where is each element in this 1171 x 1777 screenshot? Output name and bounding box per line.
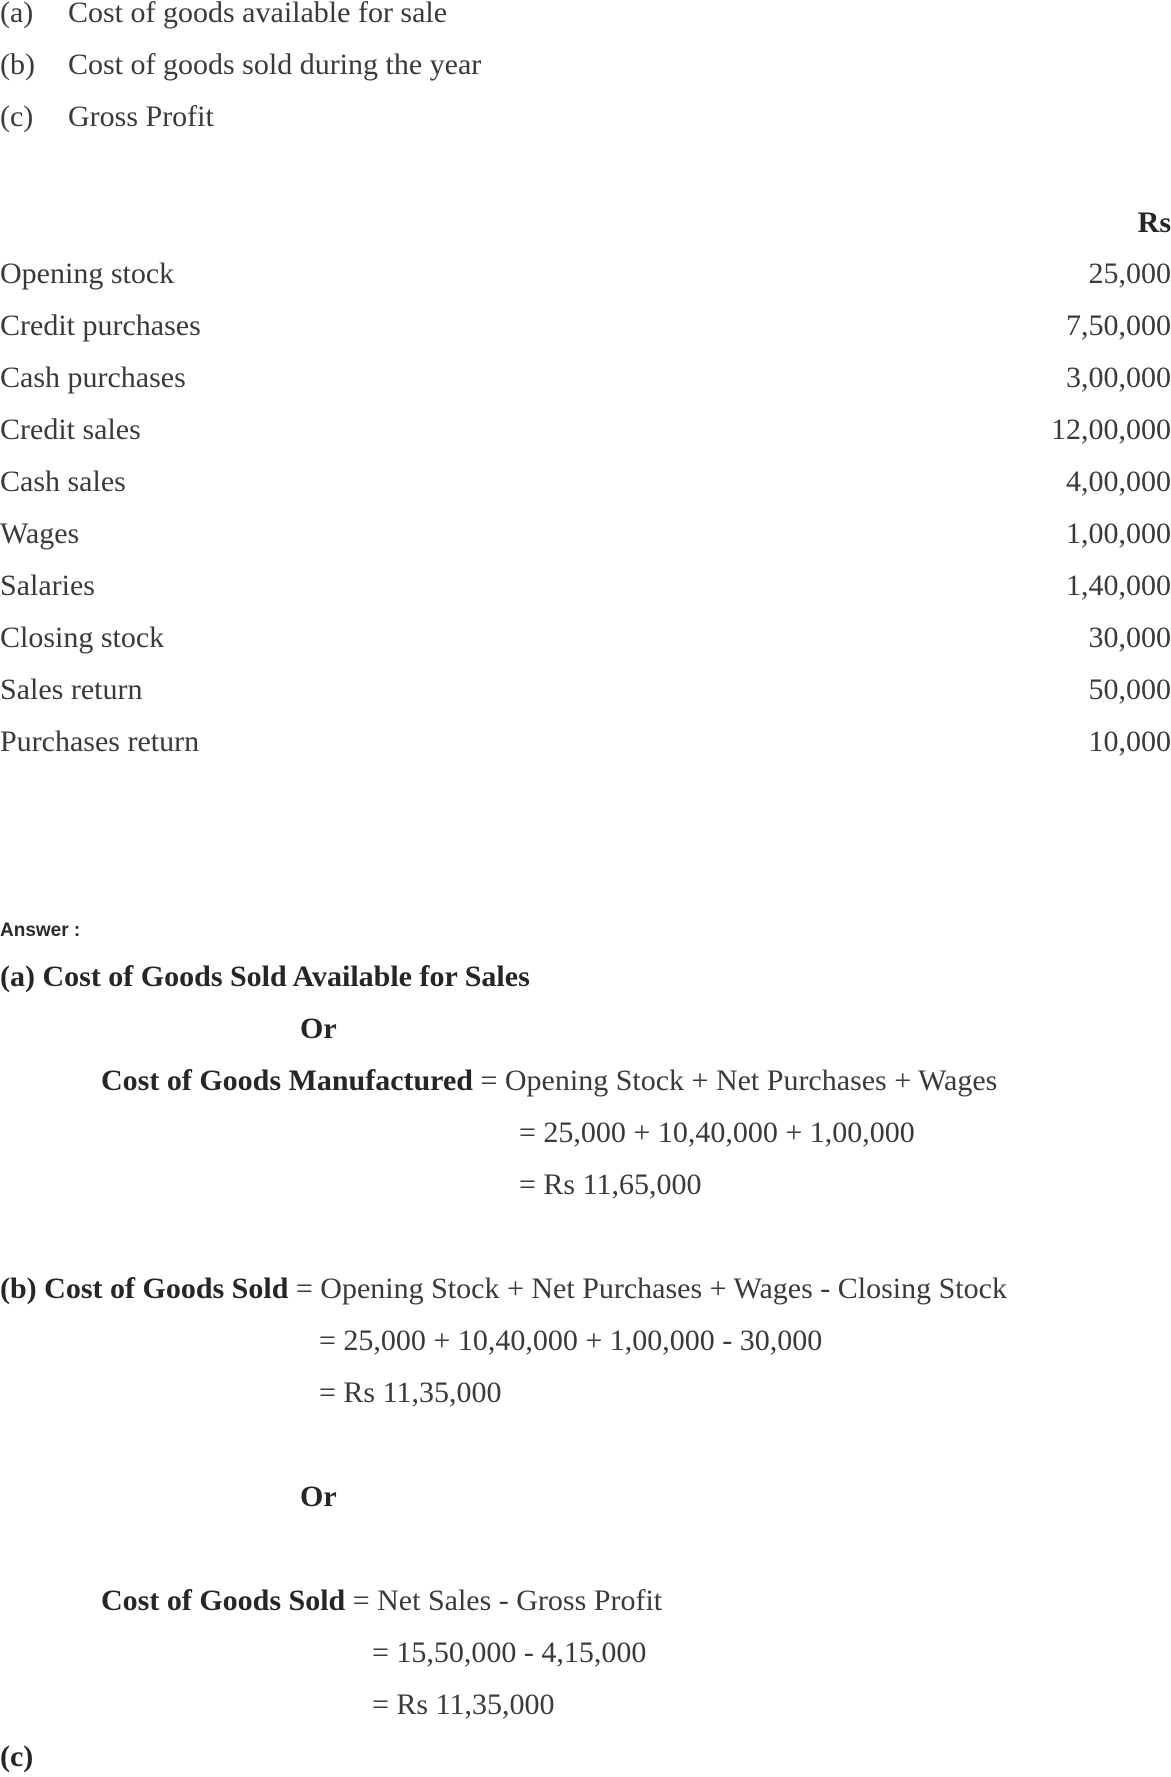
part-a-formula: = Opening Stock + Net Purchases + Wages bbox=[480, 1064, 998, 1097]
currency-header: Rs bbox=[1137, 206, 1171, 239]
ledger-row-label: Sales return bbox=[0, 673, 143, 706]
ledger-row-value: 30,000 bbox=[1088, 621, 1171, 654]
part-b-alt-term: Cost of Goods Sold bbox=[101, 1584, 346, 1617]
part-a-formula-line bbox=[101, 1066, 997, 1096]
part-b-alt-step1: = 15,50,000 - 4,15,000 bbox=[372, 1636, 647, 1669]
question-a-label: (a) bbox=[0, 0, 34, 29]
ledger-row-value: 10,000 bbox=[1088, 725, 1171, 758]
ledger-row-label: Closing stock bbox=[0, 621, 165, 654]
ledger-row-value: 25,000 bbox=[1088, 257, 1171, 290]
part-b-alt-result: = Rs 11,35,000 bbox=[372, 1688, 555, 1721]
part-b-formula-line bbox=[0, 1274, 1007, 1304]
question-c-text: Gross Profit bbox=[68, 100, 214, 133]
question-b bbox=[0, 50, 481, 80]
part-a-or: Or bbox=[300, 1012, 337, 1045]
ledger-row-label: Cash sales bbox=[0, 465, 126, 498]
answer-label: Answer : bbox=[0, 920, 81, 941]
ledger-row-value: 1,00,000 bbox=[1066, 517, 1171, 550]
ledger-row-value: 3,00,000 bbox=[1066, 361, 1171, 394]
part-a-step1: = 25,000 + 10,40,000 + 1,00,000 bbox=[519, 1116, 915, 1149]
ledger-row-label: Credit sales bbox=[0, 413, 141, 446]
question-c-label: (c) bbox=[0, 100, 34, 133]
part-b-alt-formula: = Net Sales - Gross Profit bbox=[345, 1584, 663, 1617]
question-b-label: (b) bbox=[0, 48, 35, 81]
part-a-result: = Rs 11,65,000 bbox=[519, 1168, 702, 1201]
ledger-row-value: 7,50,000 bbox=[1066, 309, 1171, 342]
part-a-heading: (a) Cost of Goods Sold Available for Sales bbox=[0, 960, 530, 993]
ledger-row-label: Purchases return bbox=[0, 725, 200, 758]
part-c-label: (c) bbox=[0, 1740, 34, 1773]
question-a bbox=[0, 0, 447, 28]
ledger-row-label: Credit purchases bbox=[0, 309, 201, 342]
part-b-or: Or bbox=[300, 1480, 337, 1513]
ledger-row-label: Opening stock bbox=[0, 257, 175, 290]
ledger-row-value: 4,00,000 bbox=[1066, 465, 1171, 498]
part-b-result: = Rs 11,35,000 bbox=[319, 1376, 502, 1409]
question-c bbox=[0, 102, 214, 132]
ledger-row-value: 1,40,000 bbox=[1066, 569, 1171, 602]
part-b-alt-formula-line bbox=[101, 1586, 662, 1616]
question-a-text: Cost of goods available for sale bbox=[68, 0, 448, 29]
part-a-term: Cost of Goods Manufactured bbox=[101, 1064, 473, 1097]
ledger-row-label: Salaries bbox=[0, 569, 95, 602]
ledger-row-label: Wages bbox=[0, 517, 80, 550]
ledger-row-value: 50,000 bbox=[1088, 673, 1171, 706]
part-b-step1: = 25,000 + 10,40,000 + 1,00,000 - 30,000 bbox=[319, 1324, 823, 1357]
part-b-term: (b) Cost of Goods Sold bbox=[0, 1272, 289, 1305]
ledger-row-label: Cash purchases bbox=[0, 361, 186, 394]
ledger-row-value: 12,00,000 bbox=[1051, 413, 1171, 446]
part-b-formula: = Opening Stock + Net Purchases + Wages - Closing Stock bbox=[288, 1272, 1007, 1305]
question-b-text: Cost of goods sold during the year bbox=[68, 48, 482, 81]
